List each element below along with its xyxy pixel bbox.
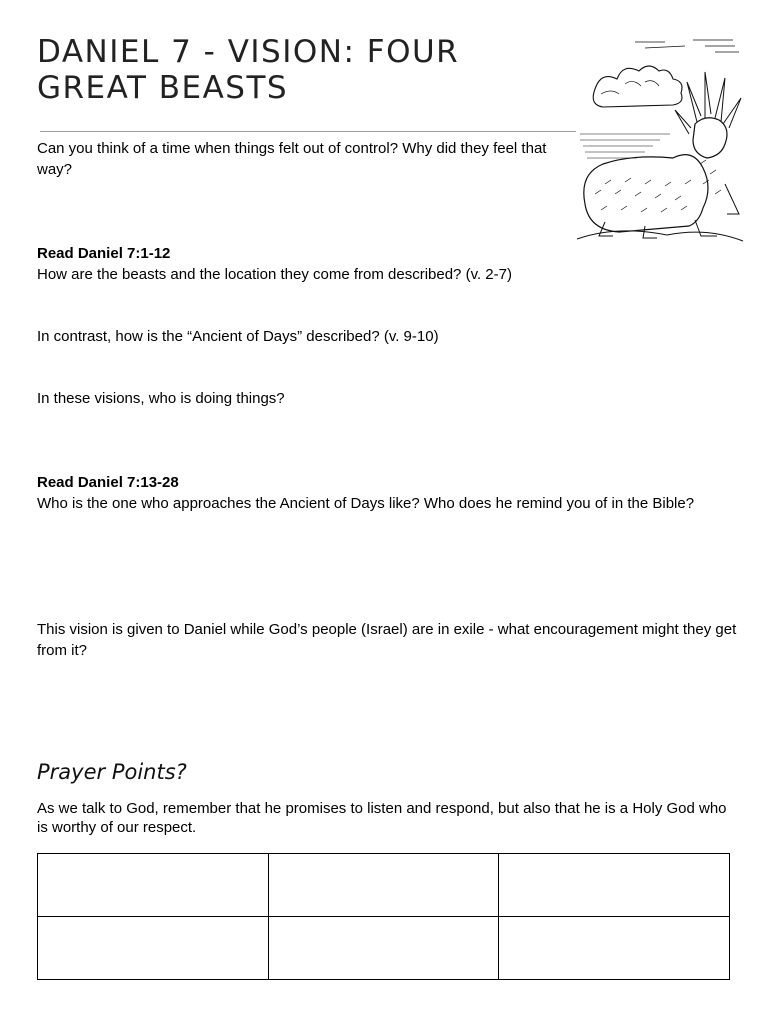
section-1-question-2: In contrast, how is the “Ancient of Days” described? (v. 9-10) — [37, 328, 439, 345]
intro-question: Can you think of a time when things felt out of control? Why did they feel that way? — [37, 140, 547, 178]
grid-cell[interactable] — [38, 854, 269, 917]
page-title — [37, 34, 577, 106]
section-2-heading: Read Daniel 7:13-28 — [37, 474, 179, 491]
prayer-points-text: As we talk to God, remember that he promises to listen and respond, but also that he is a Holy God who is worthy of our respect. — [37, 800, 727, 836]
section-1-heading: Read Daniel 7:1-12 — [37, 245, 171, 262]
grid-row — [38, 854, 730, 917]
title-line-2: GREAT BEASTS — [37, 70, 289, 106]
grid-cell[interactable] — [499, 917, 730, 980]
grid-cell[interactable] — [268, 917, 499, 980]
section-1 — [37, 243, 737, 285]
prayer-points-title: Prayer Points? — [37, 760, 187, 784]
section-1-question-1: How are the beasts and the location they come from described? (v. 2-7) — [37, 266, 512, 283]
title-divider — [40, 131, 576, 132]
grid-row — [38, 917, 730, 980]
grid-cell[interactable] — [499, 854, 730, 917]
section-2-question-2: This vision is given to Daniel while God’s people (Israel) are in exile - what encouragement might they get from it? — [37, 621, 737, 659]
grid-cell[interactable] — [38, 917, 269, 980]
beast-illustration-icon — [575, 34, 745, 246]
section-2-question-1: Who is the one who approaches the Ancient of Days like? Who does he remind you of in the Bible? — [37, 495, 695, 512]
prayer-points-grid — [37, 853, 730, 980]
grid-cell[interactable] — [268, 854, 499, 917]
section-2 — [37, 472, 737, 514]
title-line-1: DANIEL 7 - VISION: FOUR — [37, 34, 460, 70]
section-1-question-3: In these visions, who is doing things? — [37, 390, 285, 407]
